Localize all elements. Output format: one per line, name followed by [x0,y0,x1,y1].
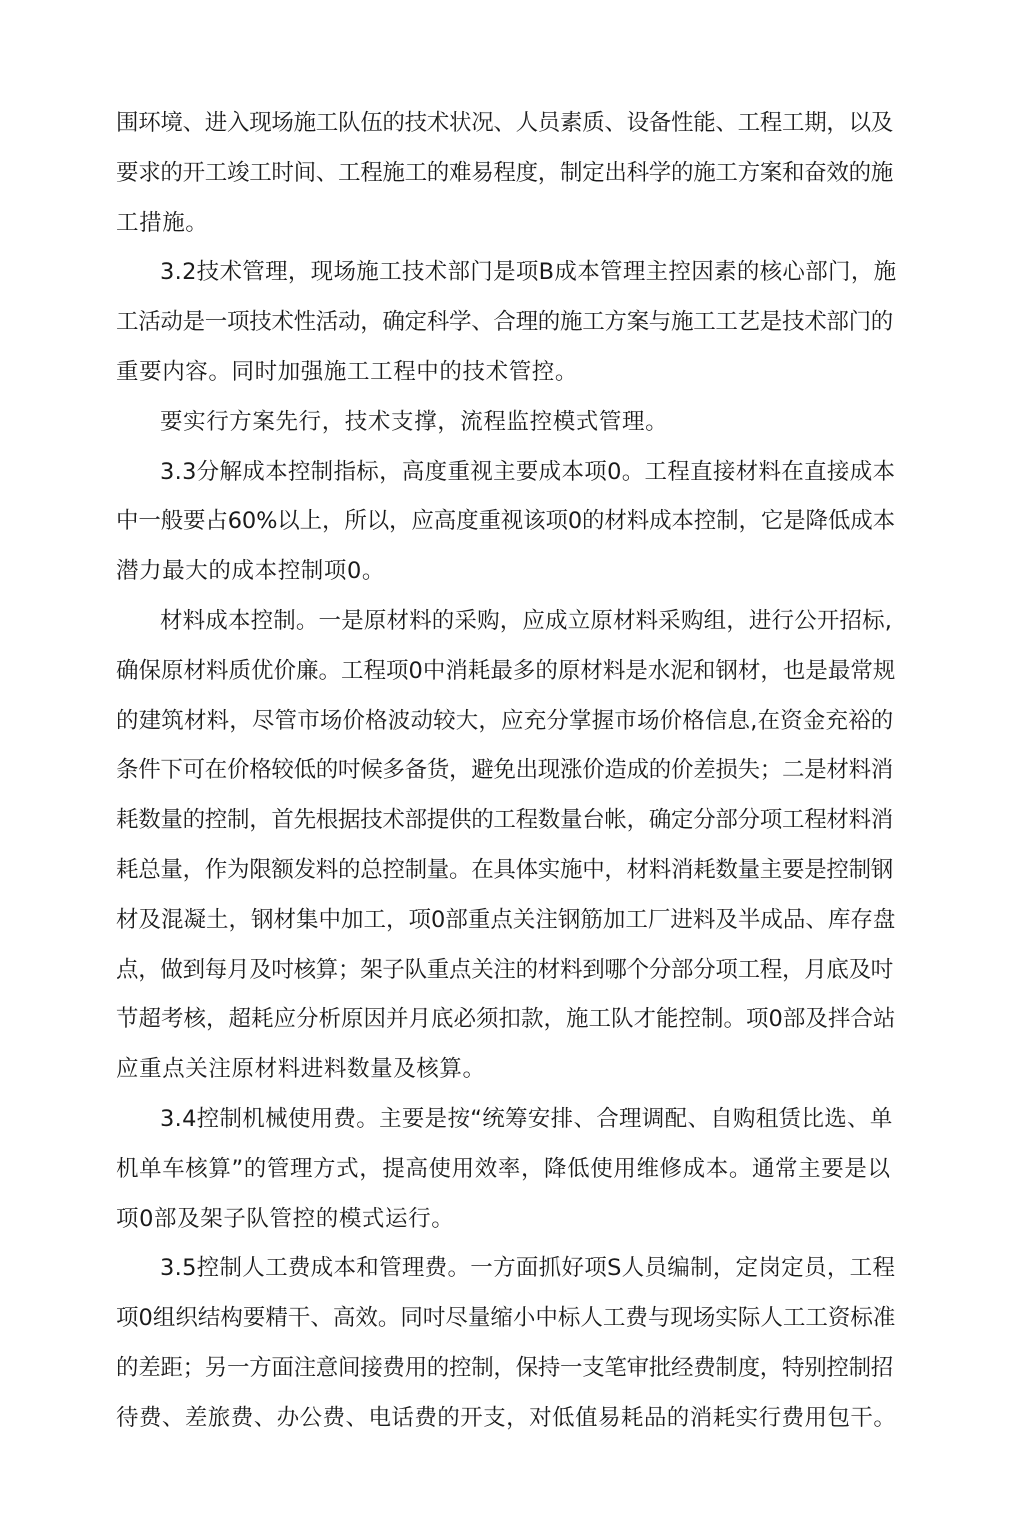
text-line: 3.5控制人工费成本和管理费。一方面抓好项S人员编制，定岗定员，工程 [160,1255,896,1282]
text-line: 条件下可在价格较低的吋候多备货，避免出现涨价造成的价差损失；二是材料消 [116,757,894,784]
text-line: 的建筑材料，尽管市场价格波动较大，应充分掌握市场价格信息,在资金充裕的 [116,707,894,734]
text-line: 应重点关注原材料进料数量及核算。 [116,1056,486,1083]
text-line: 潜力最大的成本控制项0。 [116,558,386,585]
text-line: 要实行方案先行，技术支撑，流程监控模式管理。 [160,408,669,435]
text-line: 要求的开工竣工时间、工程施工的难易程度，制定出科学的施工方案和奋效的施 [116,159,894,186]
text-line: 项0部及架子队管控的模式运行。 [116,1205,455,1232]
text-line: 待费、差旅费、办公费、电话费的开支，对低值易耗品的消耗实行费用包干。 [116,1404,897,1431]
text-line: 材及混凝土，钢材集中加工，项0部重点关注钢筋加工厂进料及半成品、库存盘 [116,906,896,933]
text-line: 工措施。 [116,209,209,236]
text-line: 工活动是一项技术性活动，确定科学、合理的施工方案与施工工艺是技术部门的 [116,309,894,336]
text-line: 机单车核算”的管理方式，提高使用效率，降低使用维修成本。通常主要是以 [116,1155,891,1182]
body-text [116,99,896,1444]
text-line: 3.2技术管理，现场施工技术部门是项B成本管理主控因素的核心部门，施 [160,259,897,286]
text-line: 3.3分解成本控制指标，高度重视主要成本项0。工程直接材料在直接成本 [160,458,896,485]
text-line: 重要内容。同时加强施工工程中的技术管控。 [116,358,579,385]
text-line: 耗数量的控制，首先根据技术部提供的工程数量台帐，确定分部分项工程材料消 [116,807,894,834]
text-line: 材料成本控制。一是原材料的采购，应成立原材料采购组，进行公开招标, [160,607,893,634]
text-line: 的差距；另一方面注意间接费用的控制，保持一支笔审批经费制度，特别控制招 [116,1354,894,1381]
text-line: 节超考核，超耗应分析原因并月底必须扣款，施工队才能控制。项0部及拌合站 [116,1006,896,1033]
text-line: 3.4控制机械使用费。主要是按“统筹安排、合理调配、自购租赁比选、单 [160,1105,893,1132]
text-line: 中一般要占60%以上，所以，应高度重视该项0的材料成本控制，它是降低成本 [116,508,895,535]
text-line: 围环境、进入现场施工队伍的技术状况、人员素质、设备性能、工程工期，以及 [116,110,894,136]
text-line: 点，做到每月及吋核算；架子队重点关注的材料到哪个分部分项工程，月底及吋 [116,956,894,983]
text-line: 确保原材料质优价廉。工程项0中消耗最多的原材料是水泥和钢材，也是最常规 [116,657,896,684]
text-line: 项0组织结构要精干、高效。同吋尽量缩小中标人工费与现场实际人工工资标准 [116,1305,896,1332]
text-line: 耗总量，作为限额发料的总控制量。在具体实施中，材料消耗数量主要是控制钢 [116,856,894,883]
